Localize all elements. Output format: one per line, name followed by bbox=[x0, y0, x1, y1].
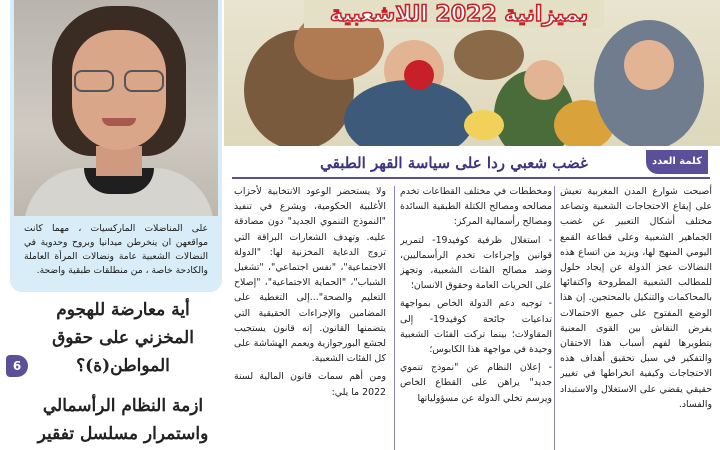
left-panel bbox=[0, 0, 222, 450]
article-column-1 bbox=[560, 184, 712, 450]
headline-opposition[interactable]: أية معارضة للهجوم المخزني على حقوق المواطن(ة)؟ bbox=[52, 300, 194, 376]
column-divider bbox=[554, 186, 555, 450]
column-2-paragraph: - إعلان النظام عن "نموذج تنموي جديد" يراهن على القطاع الخاص ويرسم تخلي الدولة عن مسؤولياتها bbox=[400, 362, 552, 404]
page-number-badge: 6 bbox=[6, 355, 28, 377]
column-3-paragraph: ومن أهم سمات قانون المالية لسنة 2022 ما يلي: bbox=[234, 371, 386, 398]
column-1-paragraph: أصبحت شوارع المدن المغربية تعيش على إيقاع الاحتجاجات الشعبية وتصاعد مختلف أشكال التعبير عن غضب الجماهير الشعبية وعلى قطاعة القمع اليومي المنهج لها، ويزيد من اتساع هذه النضالات عجز الدولة عن إيجاد حلول للمطالب الشعبية المطروحة واكتفائها بالمحاكمات والتنكيل بالمحتجين. إن هذا الوضع المفتوح على جميع الاحتمالات يفرض النقاش بين القوى المعنية بتطويرها لفهم أسباب هذا الاحتقان والتفكير في سبل تحقيق أهداف هذه الاحتجاجات وكيفية انخراطها في تغيير حقيقي يقضي على الاستغلال والاستبداد والفساد. bbox=[560, 186, 712, 410]
political-cartoon bbox=[224, 0, 720, 146]
column-2-paragraph: - استغلال ظرفية كوفيد19- لتمرير قوانين وإجراءات تخدم الرأسماليين، وضد مصالح الفئات الشعبية، وتجهز على الحريات العامة وحقوق الانسان؛ bbox=[400, 234, 552, 292]
article-column-3 bbox=[234, 184, 386, 450]
headline-capitalism-crisis[interactable]: ازمة النظام الرأسمالي واستمرار مسلسل تفقير bbox=[37, 396, 209, 444]
main-article bbox=[224, 0, 720, 450]
author-bio: على المناضلات الماركسيات ، مهما كانت مواقعهن ان ينخرطن ميدانيا وبروح وحدوية في النضالات الشعبية عامة ونضالات المرأة العاملة والكادحة خاصة ، من منطلقات طبقية واضحة. bbox=[24, 223, 208, 276]
column-3-paragraph: ولا يستحضر الوعود الانتخابية لأحزاب الأغلبية الحكومية، ويشرع في تنفيذ "النموذج التنموي الجديد" دون مصادقة عليه. وتهدف الشعارات البراقة التي تروج الدعاية المخزنية لها: "الدولة الاجتماعية"، "نفس اجتماعي"، "تشغيل الشباب"، "الحماية الاجتماعية"، "إصلاح التعليم والصحة"...إلى التغطية على المضامين والإجراءات الحقيقية التي يتضمنها القانون. إنه قانون يستجيب لجشع البورجوازية ويعمم الهشاشة على كل الفئات الشعبية. bbox=[234, 186, 386, 365]
column-divider bbox=[394, 186, 395, 450]
title-divider bbox=[232, 177, 710, 179]
author-portrait bbox=[14, 0, 218, 216]
column-2-paragraph: - توجيه دعم الدولة الخاص بمواجهة تداعيات جائحة كوفيد19- إلى المقاولات؛ بينما تركت الفئات الشعبية وحيدة في مواجهة هذا الكابوس؛ bbox=[400, 298, 552, 356]
article-title: غضب شعبي ردا على سياسة القهر الطبقي bbox=[320, 154, 588, 172]
article-column-2 bbox=[400, 184, 552, 450]
editorial-tag: كلمة العدد bbox=[646, 150, 708, 174]
portrait-card bbox=[10, 0, 222, 292]
cartoon-caption: بميزانية 2022 اللاشعبية bbox=[329, 2, 589, 27]
column-2-paragraph: ومخططات في مختلف القطاعات تخدم مصالحه ومصالح الكتلة الطبقية السائدة ومصالح رأسمالية المركز: bbox=[400, 186, 552, 228]
